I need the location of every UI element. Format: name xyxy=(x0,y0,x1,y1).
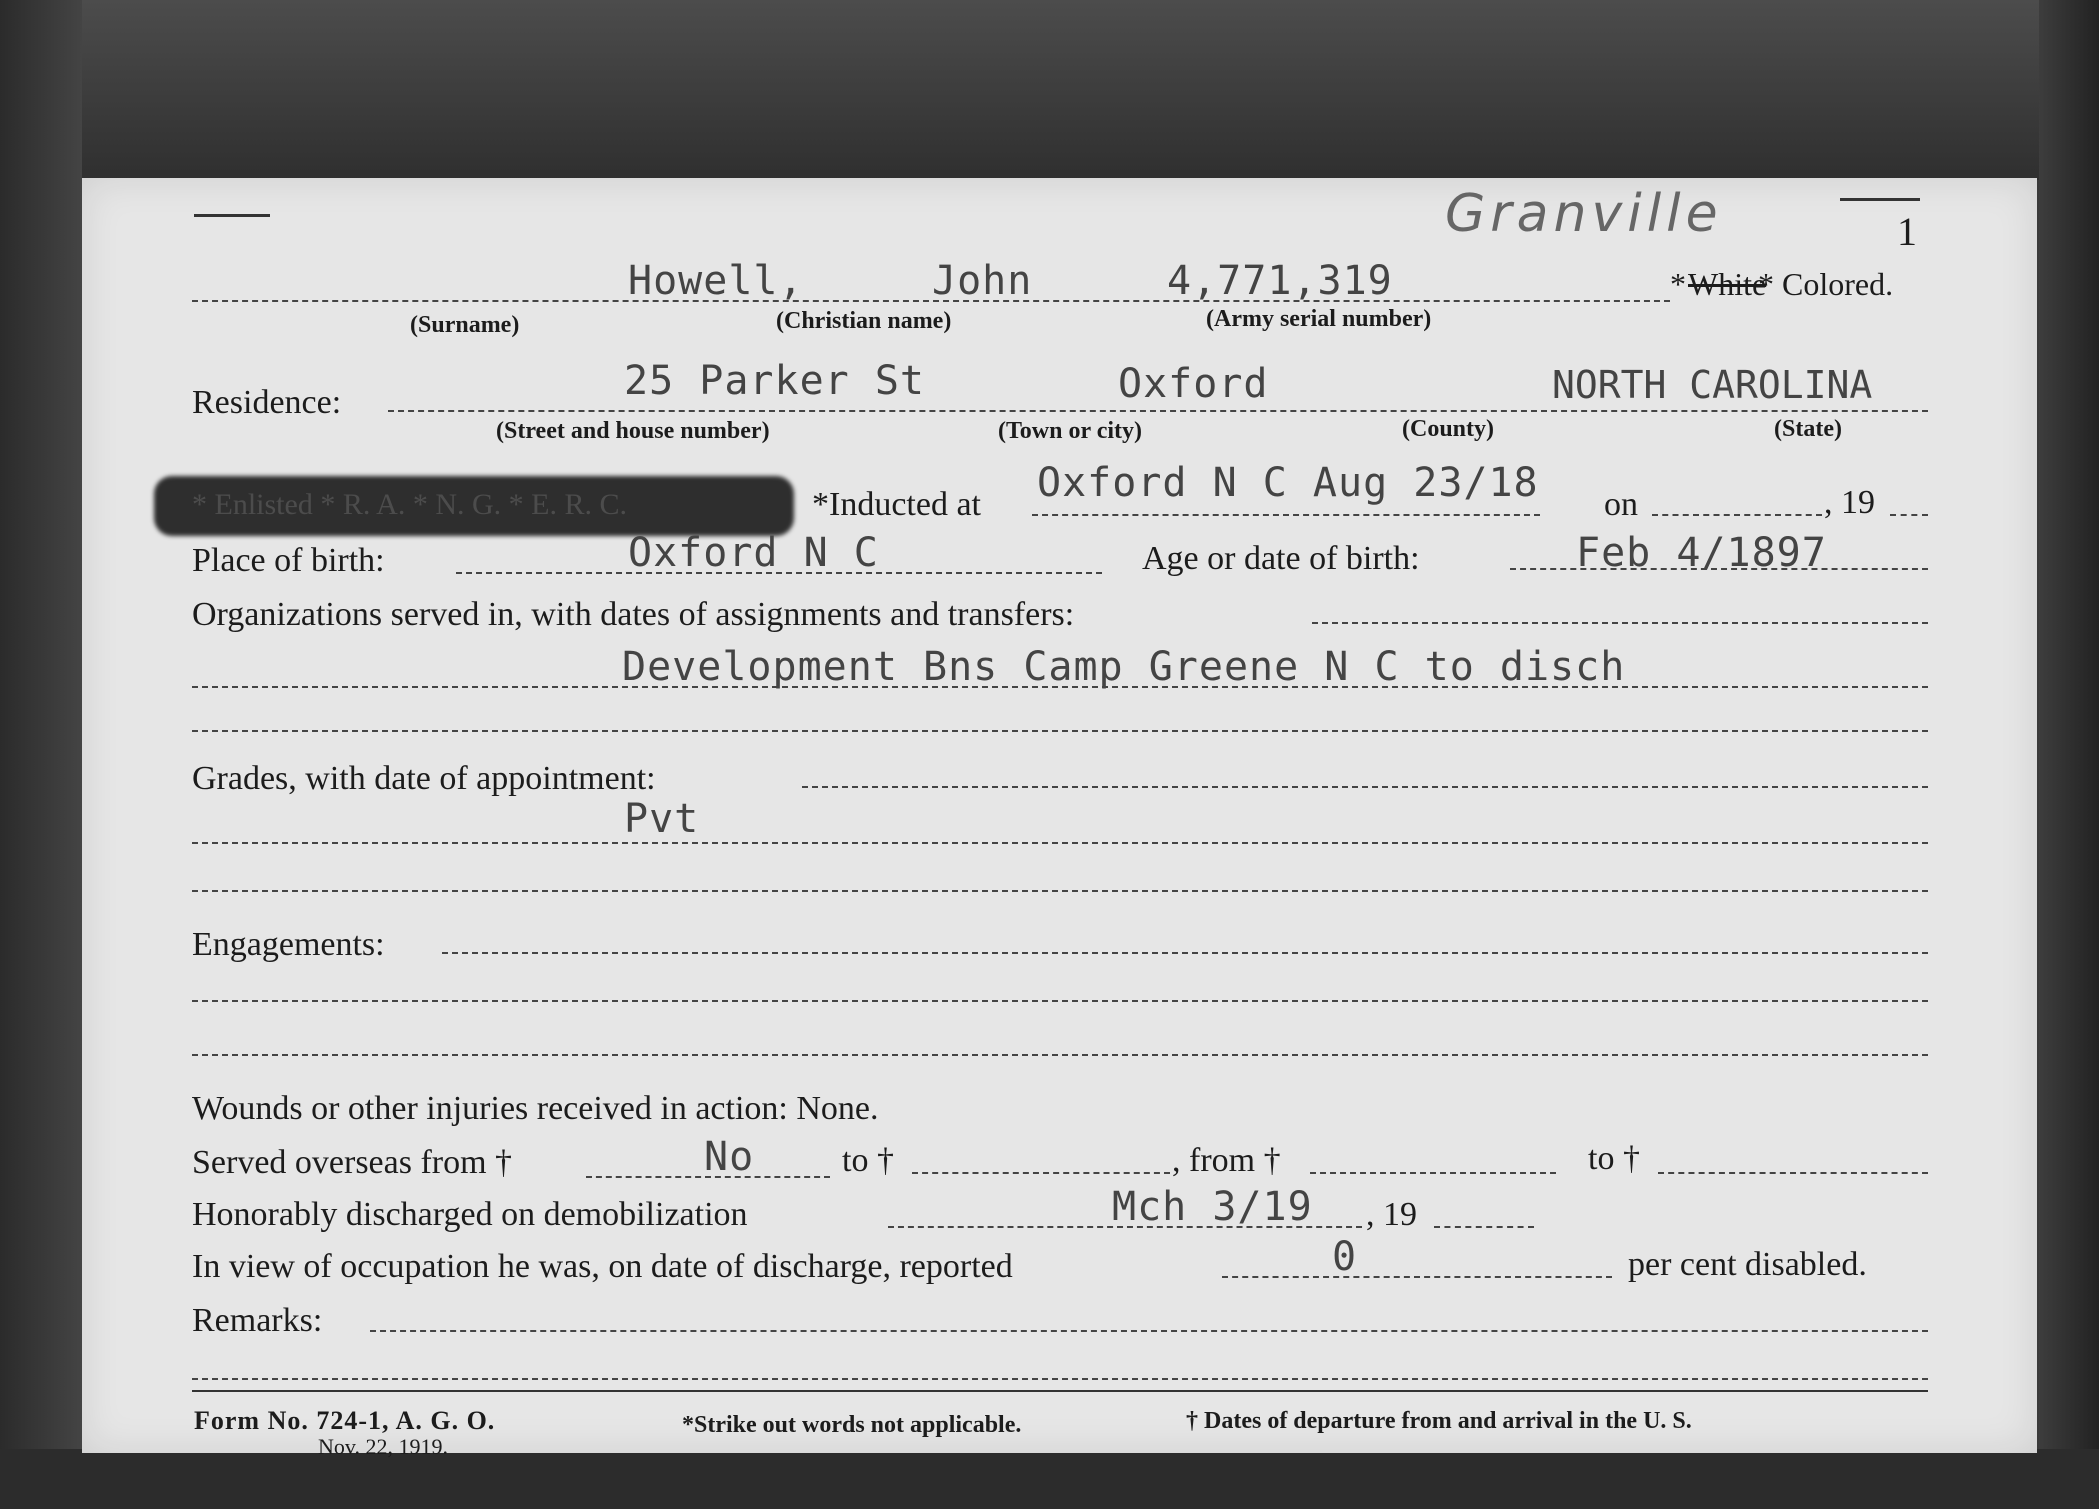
serial-number-value: 4,771,319 xyxy=(1167,258,1393,304)
county-handwritten: Granville xyxy=(1445,184,1723,244)
discharge-date-value: Mch 3/19 xyxy=(1112,1184,1313,1230)
place-of-birth-label: Place of birth: xyxy=(192,542,385,579)
surname-value: Howell, xyxy=(628,258,804,304)
engagements-line-3 xyxy=(192,1054,1928,1056)
organizations-line-1 xyxy=(1312,622,1928,624)
inducted-at-value: Oxford N C Aug 23/18 xyxy=(1037,460,1539,506)
strike-note: *Strike out words not applicable. xyxy=(682,1412,1022,1438)
organizations-line-2 xyxy=(192,686,1928,688)
race-white-struck: White xyxy=(1688,266,1767,302)
card-number: 1 xyxy=(1897,209,1917,254)
state-value: NORTH CAROLINA xyxy=(1552,363,1873,407)
occupation-label: In view of occupation he was, on date of discharge, reported xyxy=(192,1248,1013,1285)
date-of-birth-value: Feb 4/1897 xyxy=(1576,530,1827,576)
engagements-line-2 xyxy=(192,1000,1928,1002)
footer-rule xyxy=(192,1390,1928,1392)
inducted-line xyxy=(1032,514,1540,516)
percent-disabled-value: 0 xyxy=(1332,1234,1358,1280)
discharged-label: Honorably discharged on demobilization xyxy=(192,1196,748,1233)
form-date: Nov. 22, 1919. xyxy=(318,1434,448,1459)
overseas-to-label-2: to † xyxy=(1588,1140,1640,1177)
discharge-year-label: , 19 xyxy=(1366,1196,1417,1233)
organizations-value: Development Bns Camp Greene N C to disch xyxy=(622,644,1626,690)
remarks-label: Remarks: xyxy=(192,1302,323,1339)
christian-name-value: John xyxy=(932,258,1033,304)
service-record-card xyxy=(82,178,2037,1459)
engagements-label: Engagements: xyxy=(192,926,385,963)
residence-label: Residence: xyxy=(192,384,342,421)
state-caption: (State) xyxy=(1774,416,1842,442)
overseas-from-label-2: , from † xyxy=(1172,1142,1281,1179)
place-of-birth-value: Oxford N C xyxy=(628,530,879,576)
background-top xyxy=(0,0,2099,180)
overseas-to-line-2 xyxy=(1658,1172,1928,1174)
overseas-to-label-1: to † xyxy=(842,1142,894,1179)
disabled-line xyxy=(1222,1276,1612,1278)
background-bottom xyxy=(0,1449,2099,1509)
form-number: Form No. 724-1, A. G. O. xyxy=(194,1406,496,1435)
inducted-year-line xyxy=(1890,514,1928,516)
inducted-year-label: , 19 xyxy=(1824,484,1875,521)
age-label: Age or date of birth: xyxy=(1142,540,1420,577)
race-prefix: * xyxy=(1670,266,1686,302)
surname-caption: (Surname) xyxy=(410,312,520,338)
grade-value: Pvt xyxy=(624,796,700,842)
enlisted-struck-text: * Enlisted * R. A. * N. G. * E. R. C. xyxy=(192,488,628,521)
serial-caption: (Army serial number) xyxy=(1206,306,1432,332)
wounds-label: Wounds or other injuries received in action: None. xyxy=(192,1090,879,1127)
remarks-line-1 xyxy=(370,1330,1928,1332)
inducted-label: *Inducted at xyxy=(812,486,981,523)
overseas-from-value: No xyxy=(704,1134,755,1180)
background-right xyxy=(2039,0,2099,1509)
disabled-label: per cent disabled. xyxy=(1628,1246,1867,1283)
top-right-rule xyxy=(1840,198,1920,201)
name-line xyxy=(192,300,1670,302)
remarks-line-2 xyxy=(192,1378,1928,1380)
overseas-from-line-2 xyxy=(1310,1172,1556,1174)
top-left-rule xyxy=(194,214,270,217)
overseas-to-line-1 xyxy=(912,1172,1170,1174)
christian-name-caption: (Christian name) xyxy=(776,308,952,334)
grades-line-1 xyxy=(802,786,1928,788)
street-value: 25 Parker St xyxy=(624,358,925,404)
race-colored: * Colored. xyxy=(1758,266,1894,302)
town-caption: (Town or city) xyxy=(998,418,1142,444)
engagements-line-1 xyxy=(442,952,1928,954)
grades-line-2 xyxy=(192,842,1928,844)
county-caption: (County) xyxy=(1402,416,1495,442)
on-line xyxy=(1652,514,1822,516)
town-value: Oxford xyxy=(1118,361,1269,407)
on-label: on xyxy=(1604,486,1638,523)
organizations-label: Organizations served in, with dates of assignments and transfers: xyxy=(192,596,1075,633)
organizations-line-3 xyxy=(192,730,1928,732)
overseas-label: Served overseas from † xyxy=(192,1144,513,1181)
residence-line xyxy=(388,410,1928,412)
grades-label: Grades, with date of appointment: xyxy=(192,760,656,797)
discharge-year-line xyxy=(1434,1226,1534,1228)
street-caption: (Street and house number) xyxy=(496,418,770,444)
grades-line-3 xyxy=(192,890,1928,892)
dates-note: † Dates of departure from and arrival in the U. S. xyxy=(1186,1408,1692,1434)
background-left xyxy=(0,0,82,1509)
